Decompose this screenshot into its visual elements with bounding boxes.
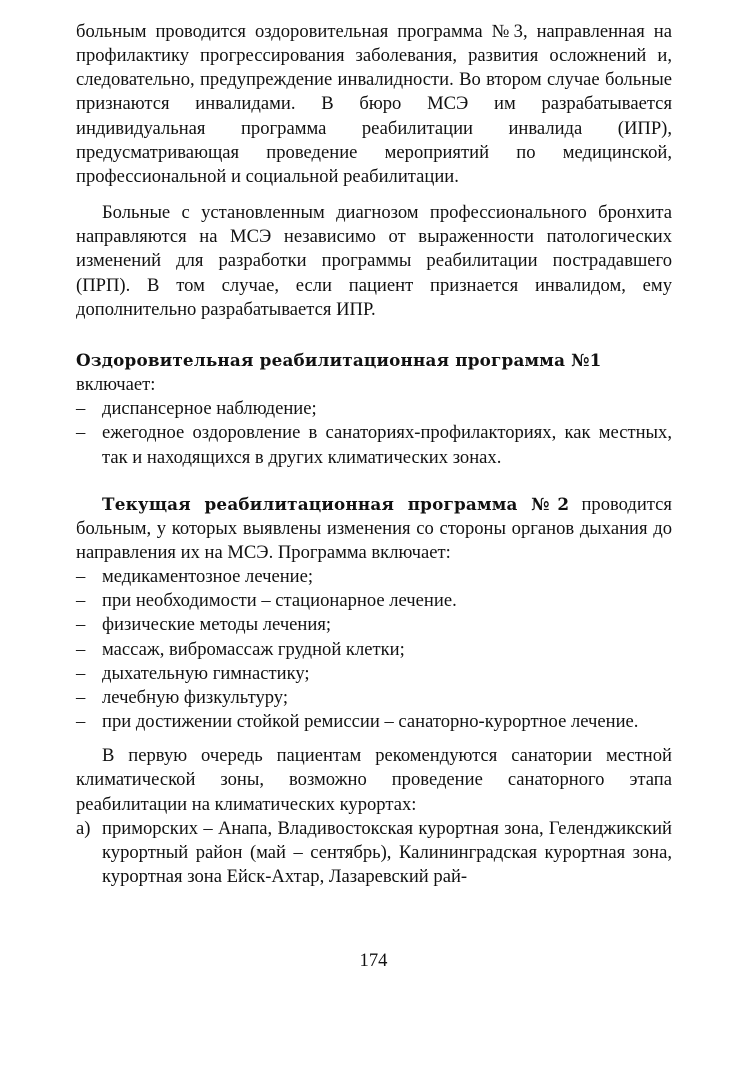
paragraph-1: больным проводится оздоровительная программа №3, направленная на профилактику прогрессирования заболевания, развития осложнений и, следовательно, предупреждение инвалидности. Во втором случае больные признаются инвалидами. В бюро МСЭ им разрабатывается индивидуальная программа реабилитации инвалида (ИПР), предусматривающая проведение мероприятий по медицинской, профессиональной и социальной реабилитации.	[76, 21, 672, 187]
list-item: – физические методы лечения;	[76, 613, 672, 637]
list-item: – массаж, вибромассаж грудной клетки;	[76, 638, 672, 662]
program-1-intro: включает:	[76, 374, 156, 396]
paragraph-3: В первую очередь пациентам рекомендуются санатории местной климатической зоны, возможно проведение санаторного этапа реабилитации на климатических курортах:	[76, 745, 672, 815]
program-1-list	[76, 397, 672, 469]
list-item: – при необходимости – стационарное лечение.	[76, 589, 672, 613]
text-column	[76, 20, 672, 889]
program-2-list	[76, 565, 672, 734]
lettered-item-a	[76, 817, 672, 889]
program-2-section	[76, 492, 672, 735]
list-item: – при достижении стойкой ремиссии – санаторно-курортное лечение.	[76, 710, 672, 734]
program-2-paragraph	[76, 492, 672, 565]
program-2-title: Текущая реабилитационная программа №2	[102, 493, 570, 514]
program-1-title: Оздоровительная реабилитационная программа №1	[76, 349, 602, 370]
list-item: – дыхательную гимнастику;	[76, 662, 672, 686]
list-item: – медикаментозное лечение;	[76, 565, 672, 589]
list-item: – лечебную физкультуру;	[76, 686, 672, 710]
lettered-item-text: приморских – Анапа, Владивостокская курортная зона, Геленджикский курортный район (май – сентябрь), Калининградская курортная зона, курортная зона Ейск-Ахтар, Лазаревский рай-	[102, 817, 672, 887]
list-item: – диспансерное наблюдение;	[76, 397, 672, 421]
page-number: 174	[359, 950, 388, 971]
lettered-item-marker: а)	[76, 817, 91, 839]
paragraph-2: Больные с установленным диагнозом профессионального бронхита направляются на МСЭ независимо от выраженности патологических изменений для разработки программы реабилитации пострадавшего (ПРП). В том случае, если пациент признается инвалидом, ему дополнительно разрабатывается ИПР.	[76, 202, 672, 320]
program-1-section	[76, 348, 672, 470]
list-item: – ежегодное оздоровление в санаториях-профилакториях, как местных, так и находящихся в других климатических зонах.	[76, 421, 672, 469]
program-2-intro: проводится больным, у которых выявлены изменения со стороны органов дыхания до направления их на МСЭ. Программа включает:	[76, 493, 672, 563]
program-1-heading	[76, 348, 672, 373]
